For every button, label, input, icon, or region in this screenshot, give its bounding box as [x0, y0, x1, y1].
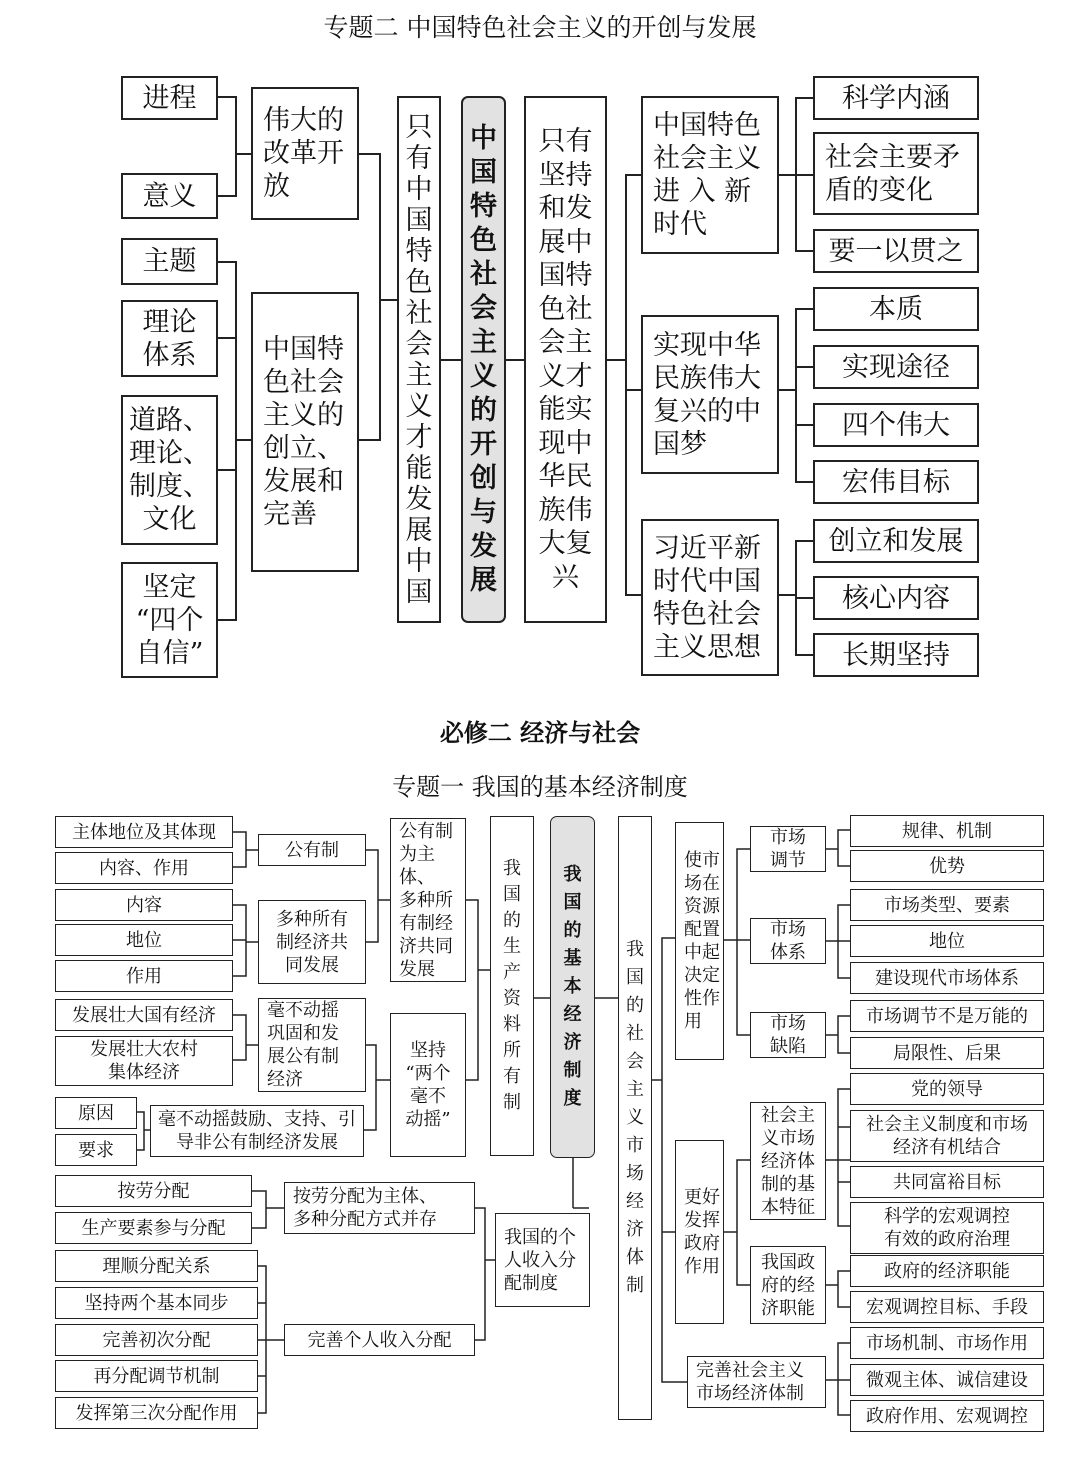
node-government-role: 更好 发挥 政府 作用	[675, 1140, 724, 1324]
node-market-mechanism: 市场机制、市场作用	[850, 1327, 1044, 1359]
node-road-theory-system-culture: 道路、 理论、 制度、 文化	[121, 395, 218, 545]
node-principal-contradiction: 社会主要矛 盾的变化	[813, 132, 979, 215]
node-rules-mechanism: 规律、机制	[850, 815, 1044, 847]
node-macro-goals-means: 宏观调控目标、手段	[850, 1291, 1044, 1323]
node-redistribution: 再分配调节机制	[55, 1360, 258, 1392]
node-scientific-connotation: 科学内涵	[813, 76, 979, 120]
node-market-types: 市场类型、要素	[850, 889, 1044, 921]
node-public-content-role: 内容、作用	[55, 852, 233, 884]
node-ownership-summary: 公有制 为主体、 多种所 有制经 济共同 发展	[390, 818, 466, 982]
node-market-failure: 市场 缺陷	[750, 1012, 826, 1058]
node-market-system: 市场 体系	[750, 918, 826, 964]
node-market-economy-system: 我 国 的 社 会 主 义 市 场 经 济 体 制	[618, 816, 652, 1420]
node-multi-ownership: 多种所有 制经济共 同发展	[258, 900, 366, 984]
node-production-ownership: 我 国 的 生 产 资 料 所 有 制	[490, 816, 534, 1156]
node-new-era: 中国特色 社会主义 进 入 新 时代	[641, 96, 779, 254]
node-third-distribution: 发挥第三次分配作用	[55, 1397, 258, 1429]
node-founding-development: 创立和发展	[813, 519, 979, 563]
core-topic-section1: 中 国 特 色 社 会 主 义 的 开 创 与 发 展	[461, 96, 506, 623]
node-modern-market-system: 建设现代市场体系	[850, 962, 1044, 994]
node-common-prosperity: 共同富裕目标	[850, 1166, 1044, 1198]
node-essence: 本质	[813, 287, 979, 331]
node-economic-functions: 政府的经济职能	[850, 1255, 1044, 1287]
node-public-ownership: 公有制	[258, 834, 366, 866]
node-four-confidences: 坚定 “四个 自信”	[121, 562, 218, 678]
node-market-not-omnipotent: 市场调节不是万能的	[850, 1000, 1044, 1032]
node-reason: 原因	[55, 1097, 137, 1129]
node-public-dominance: 主体地位及其体现	[55, 816, 233, 848]
node-requirement: 要求	[55, 1134, 137, 1166]
node-multi-status: 地位	[55, 924, 233, 956]
node-progress: 进程	[121, 76, 218, 120]
node-reform-opening: 伟大的 改革开 放	[251, 87, 359, 220]
node-government-macro-control: 政府作用、宏观调控	[850, 1400, 1044, 1432]
node-distribution-by-work: 按劳分配	[55, 1175, 252, 1207]
node-party-leadership: 党的领导	[850, 1073, 1044, 1105]
node-multi-role: 作用	[55, 960, 233, 992]
node-market-regulation: 市场 调节	[750, 826, 826, 872]
node-only-socialism-develop-china: 只 有 中 国 特 色 社 会 主 义 才 能 发 展 中 国	[397, 96, 441, 623]
section2-title: 必修二 经济与社会	[439, 718, 641, 747]
node-only-socialism-rejuvenation: 只有 坚持 和发 展中 国特 色社 会主 义才 能实 现中 华民 族伟 大复 兴	[524, 96, 607, 623]
node-income-system: 我国的个 人收入分 配制度	[495, 1213, 590, 1307]
node-four-greats: 四个伟大	[813, 403, 979, 447]
node-grand-goal: 宏伟目标	[813, 460, 979, 504]
node-primary-distribution: 完善初次分配	[55, 1324, 258, 1356]
node-rationalize-distribution: 理顺分配关系	[55, 1250, 258, 1282]
node-core-content: 核心内容	[813, 576, 979, 620]
section1-title: 专题二 中国特色社会主义的开创与发展	[323, 13, 757, 42]
node-micro-subjects-integrity: 微观主体、诚信建设	[850, 1364, 1044, 1396]
core-topic-section2: 我 国 的 基 本 经 济 制 度	[550, 816, 595, 1158]
node-two-synchronizations: 坚持两个基本同步	[55, 1287, 258, 1319]
node-long-term: 长期坚持	[813, 633, 979, 677]
node-consolidate-public: 毫不动摇 巩固和发 展公有制 经济	[258, 998, 366, 1092]
node-advantages: 优势	[850, 850, 1044, 882]
section2-subtitle: 专题一 我国的基本经济制度	[392, 773, 688, 801]
node-two-unwavering: 坚持 “两个 毫不 动摇”	[390, 1013, 466, 1157]
node-limitations-consequences: 局限性、后果	[850, 1037, 1044, 1069]
node-significance: 意义	[121, 173, 218, 219]
node-market-status: 地位	[850, 925, 1044, 957]
node-consistency: 要一以贯之	[813, 229, 979, 273]
node-state-economy: 发展壮大国有经济	[55, 999, 233, 1031]
node-perfect-market-system: 完善社会主义 市场经济体制	[687, 1356, 826, 1408]
node-government-economic-functions: 我国政 府的经 济职能	[750, 1246, 826, 1324]
node-collective-economy: 发展壮大农村 集体经济	[55, 1036, 233, 1086]
node-theory-system: 理论 体系	[121, 300, 218, 377]
node-socialism-founding: 中国特 色社会 主义的 创立、 发展和 完善	[251, 292, 359, 572]
node-encourage-nonpublic: 毫不动摇鼓励、支持、引 导非公有制经济发展	[150, 1105, 364, 1157]
node-system-market-combination: 社会主义制度和市场 经济有机结合	[850, 1110, 1044, 1162]
node-xi-thought: 习近平新 时代中国 特色社会 主义思想	[641, 519, 779, 676]
node-improve-income-distribution: 完善个人收入分配	[284, 1324, 475, 1356]
node-basic-features: 社会主 义市场 经济体 制的基 本特征	[750, 1102, 826, 1220]
node-realization-path: 实现途径	[813, 345, 979, 389]
node-distribution-principle: 按劳分配为主体、 多种分配方式并存	[284, 1182, 475, 1234]
node-macro-control-governance: 科学的宏观调控 有效的政府治理	[850, 1202, 1044, 1254]
node-market-decisive-role: 使市 场在 资源 配置 中起 决定 性作 用	[675, 822, 724, 1060]
node-factor-distribution: 生产要素参与分配	[55, 1212, 252, 1244]
node-chinese-dream: 实现中华 民族伟大 复兴的中 国梦	[641, 315, 779, 474]
node-theme: 主题	[121, 238, 218, 285]
node-multi-content: 内容	[55, 889, 233, 921]
